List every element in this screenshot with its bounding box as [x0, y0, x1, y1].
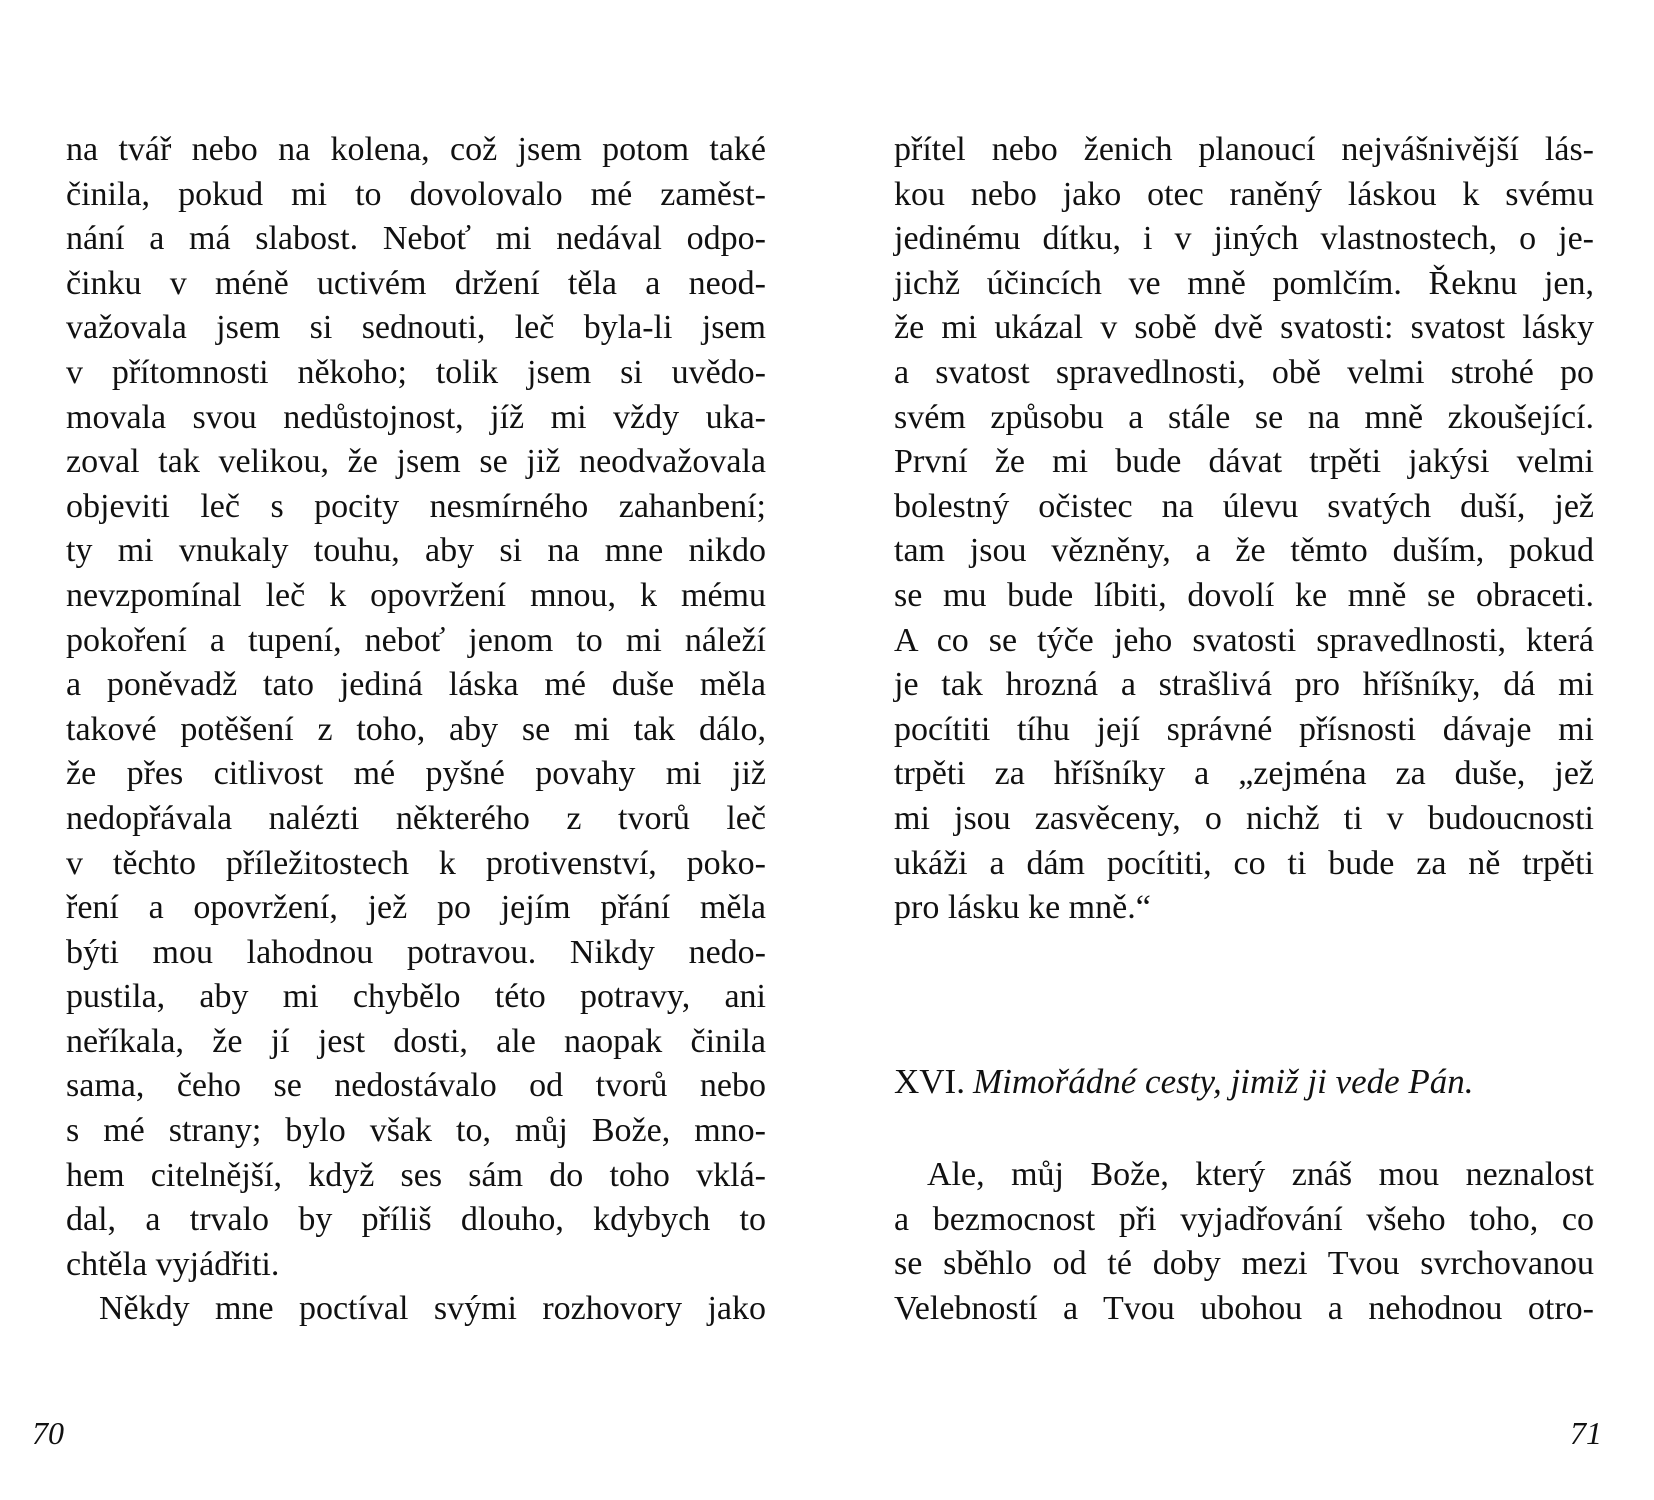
text-line: činku v méně uctivém držení těla a neod-	[66, 264, 766, 302]
text-line: ukáži a dám pocítiti, co ti bude za ně trpěti	[894, 844, 1594, 882]
text-line: kou nebo jako otec raněný láskou k svému	[894, 175, 1594, 213]
text-line: movala svou nedůstojnost, jíž mi vždy uka-	[66, 398, 766, 436]
text-line: tam jsou vězněny, a že těmto duším, pokud	[894, 532, 1594, 570]
text-line: neříkala, že jí jest dosti, ale naopak činila	[66, 1022, 766, 1060]
text-line: chtěla vyjádřiti.	[66, 1245, 280, 1283]
text-line: a bezmocnost při vyjadřování všeho toho, co	[894, 1200, 1594, 1238]
left-page-text	[66, 128, 766, 1332]
text-line: že přes citlivost mé pyšné povahy mi již	[66, 755, 766, 793]
text-line: objeviti leč s pocity nesmírného zahanbení;	[66, 487, 766, 525]
text-line: ření a opovržení, jež po jejím přání měla	[66, 889, 766, 927]
text-line: býti mou lahodnou potravou. Nikdy nedo-	[66, 933, 766, 971]
text-line: nedopřávala nalézti některého z tvorů leč	[66, 799, 766, 837]
text-line: První že mi bude dávat trpěti jakýsi velmi	[894, 443, 1594, 481]
text-line: svém způsobu a stále se na mně zkoušející.	[894, 398, 1594, 436]
text-line: pocítiti tíhu její správné přísnosti dávaje mi	[894, 710, 1594, 748]
text-line: a svatost spravedlnosti, obě velmi strohé po	[894, 353, 1594, 391]
text-line: se sběhlo od té doby mezi Tvou svrchovanou	[894, 1245, 1594, 1283]
text-line: v přítomnosti někoho; tolik jsem si uvědo-	[66, 353, 766, 391]
text-line: važovala jsem si sednouti, leč byla-li jsem	[66, 309, 766, 347]
text-line: takové potěšení z toho, aby se mi tak dálo,	[66, 710, 766, 748]
text-line: zoval tak velikou, že jsem se již neodvažovala	[66, 443, 766, 481]
text-line: ty mi vnukaly touhu, aby si na mne nikdo	[66, 532, 766, 570]
text-line: na tvář nebo na kolena, což jsem potom také	[66, 131, 766, 168]
text-line: je tak hrozná a strašlivá pro hříšníky, dá mi	[894, 666, 1594, 704]
text-line: se mu bude líbiti, dovolí ke mně se obraceti.	[894, 576, 1594, 614]
page-number: 70	[32, 1415, 64, 1451]
text-line: bolestný očistec na úlevu svatých duší, jež	[894, 487, 1594, 525]
text-line: trpěti za hříšníky a „zejména za duše, jež	[894, 755, 1594, 793]
text-line: pustila, aby mi chybělo této potravy, ani	[66, 978, 766, 1016]
text-line: sama, čeho se nedostávalo od tvorů nebo	[66, 1067, 766, 1105]
text-line: pokoření a tupení, neboť jenom to mi náleží	[66, 621, 766, 659]
chapter-text	[894, 1153, 1594, 1331]
text-line: Ale, můj Bože, který znáš mou neznalost	[927, 1156, 1594, 1193]
text-line: nevzpomínal leč k opovržení mnou, k mému	[66, 576, 766, 614]
text-line: Někdy mne poctíval svými rozhovory jako	[99, 1290, 766, 1328]
text-line: pro lásku ke mně.“	[894, 889, 1151, 927]
page-number: 71	[1570, 1415, 1602, 1451]
chapter-heading	[894, 1060, 1594, 1104]
text-line: v těchto příležitostech k protivenství, poko-	[66, 844, 766, 882]
right-page	[827, 0, 1654, 1500]
text-line: s mé strany; bylo však to, můj Bože, mno-	[66, 1112, 766, 1150]
text-line: mi jsou zasvěceny, o nichž ti v budoucnosti	[894, 799, 1594, 837]
text-line: dal, a trvalo by příliš dlouho, kdybych to	[66, 1201, 766, 1239]
text-line: jichž účincích ve mně pomlčím. Řeknu jen,	[894, 264, 1594, 302]
text-line: nání a má slabost. Neboť mi nedával odpo-	[66, 220, 766, 258]
chapter-title: Mimořádné cesty, jimiž ji vede Pán.	[972, 1062, 1474, 1101]
text-line: že mi ukázal v sobě dvě svatosti: svatost lásky	[894, 309, 1594, 347]
chapter-number: XVI.	[894, 1062, 965, 1101]
text-line: jedinému dítku, i v jiných vlastnostech, o je-	[894, 220, 1594, 258]
text-line: a poněvadž tato jediná láska mé duše měla	[66, 666, 766, 704]
text-line: přítel nebo ženich planoucí nejvášnivější lás-	[894, 131, 1594, 168]
text-line: činila, pokud mi to dovolovalo mé zaměst-	[66, 175, 766, 213]
text-line: A co se týče jeho svatosti spravedlnosti, která	[894, 621, 1594, 659]
text-line: hem citelnější, když ses sám do toho vklá-	[66, 1156, 766, 1194]
right-page-text	[894, 128, 1594, 931]
text-line: Velebností a Tvou ubohou a nehodnou otro-	[894, 1289, 1594, 1327]
